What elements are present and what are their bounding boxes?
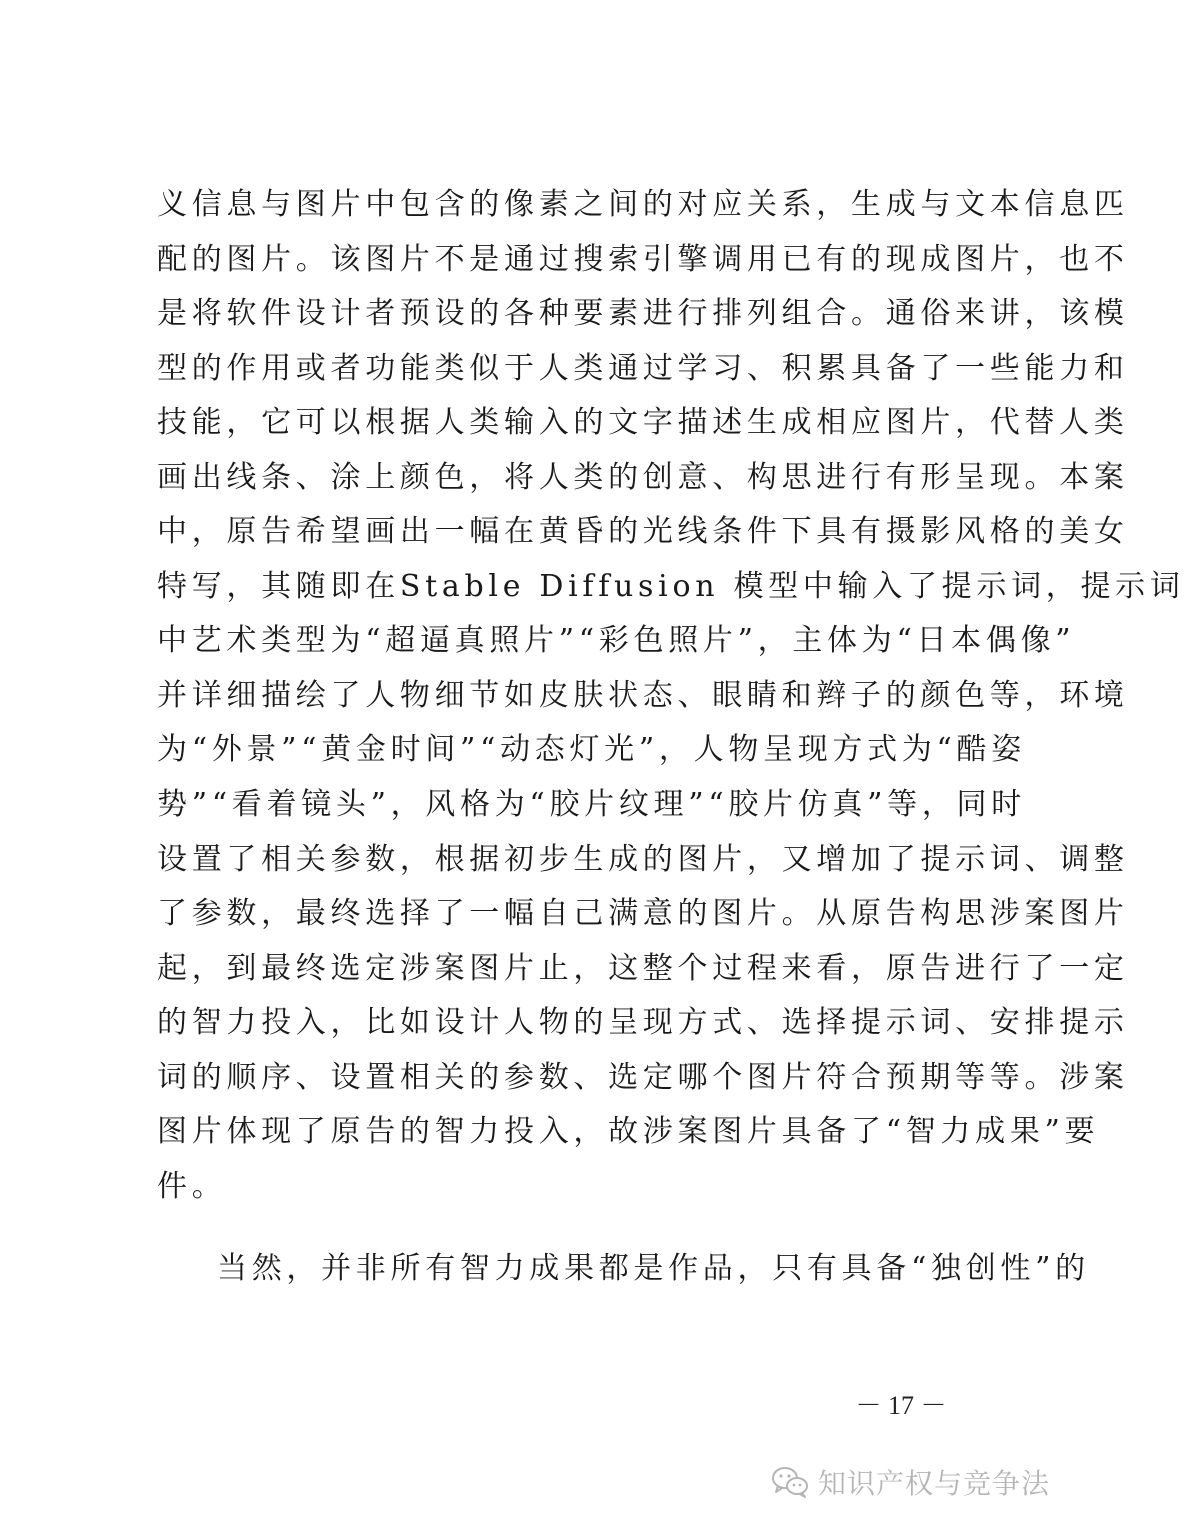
text-line: 画出线条、涂上颜色，将人类的创意、构思进行有形呈现。本案 (157, 459, 1129, 495)
text-line: 是将软件设计者预设的各种要素进行排列组合。通俗来讲，该模 (157, 296, 1129, 332)
text-line: 了参数，最终选择了一幅自己满意的图片。从原告构思涉案图片 (157, 896, 1129, 932)
text-line: 势”“看着镜头”，风格为“胶片纹理”“胶片仿真”等，同时 (157, 787, 1026, 823)
text-line: 中艺术类型为“超逼真照片”“彩色照片”，主体为“日本偶像” (157, 623, 1076, 659)
paragraph (157, 178, 1185, 1214)
text-line: 并详细描绘了人物细节如皮肤状态、眼睛和辫子的颜色等，环境 (157, 677, 1129, 713)
paragraph-gap (157, 1214, 979, 1242)
text-line: 件。 (157, 1168, 227, 1204)
text-line: 图片体现了原告的智力投入，故涉案图片具备了“智力成果”要 (157, 1114, 1100, 1150)
text-line: 当然，并非所有智力成果都是作品，只有具备“独创性”的 (217, 1251, 1090, 1287)
watermark (770, 1462, 1050, 1502)
text-line: 型的作用或者功能类似于人类通过学习、积累具备了一些能力和 (157, 350, 1129, 386)
text-line: 技能，它可以根据人类输入的文字描述生成相应图片，代替人类 (157, 405, 1129, 441)
text-line: 义信息与图片中包含的像素之间的对应关系，生成与文本信息匹 (157, 187, 1129, 222)
text-line: 词的顺序、设置相关的参数、选定哪个图片符合预期等等。涉案 (157, 1059, 1129, 1095)
watermark-text: 知识产权与竞争法 (817, 1467, 1050, 1500)
text-line: 中，原告希望画出一幅在黄昏的光线条件下具有摄影风格的美女 (157, 514, 1129, 550)
page-number: － 17 － (855, 1391, 947, 1420)
wechat-icon (770, 1465, 810, 1499)
text-line: 为“外景”“黄金时间”“动态灯光”，人物呈现方式为“酷姿 (157, 732, 1026, 768)
text-line: 设置了相关参数，根据初步生成的图片，又增加了提示词、调整 (157, 841, 1129, 877)
document-body (157, 178, 1185, 1297)
text-line: 的智力投入，比如设计人物的呈现方式、选择提示词、安排提示 (157, 1005, 1129, 1041)
text-line: 特写，其随即在Stable Diffusion 模型中输入了提示词，提示词 (157, 568, 1185, 604)
text-line: 配的图片。该图片不是通过搜索引擎调用已有的现成图片，也不 (157, 241, 1129, 277)
text-line: 起，到最终选定涉案图片止，这整个过程来看，原告进行了一定 (157, 950, 1129, 986)
paragraph (157, 1242, 1090, 1297)
